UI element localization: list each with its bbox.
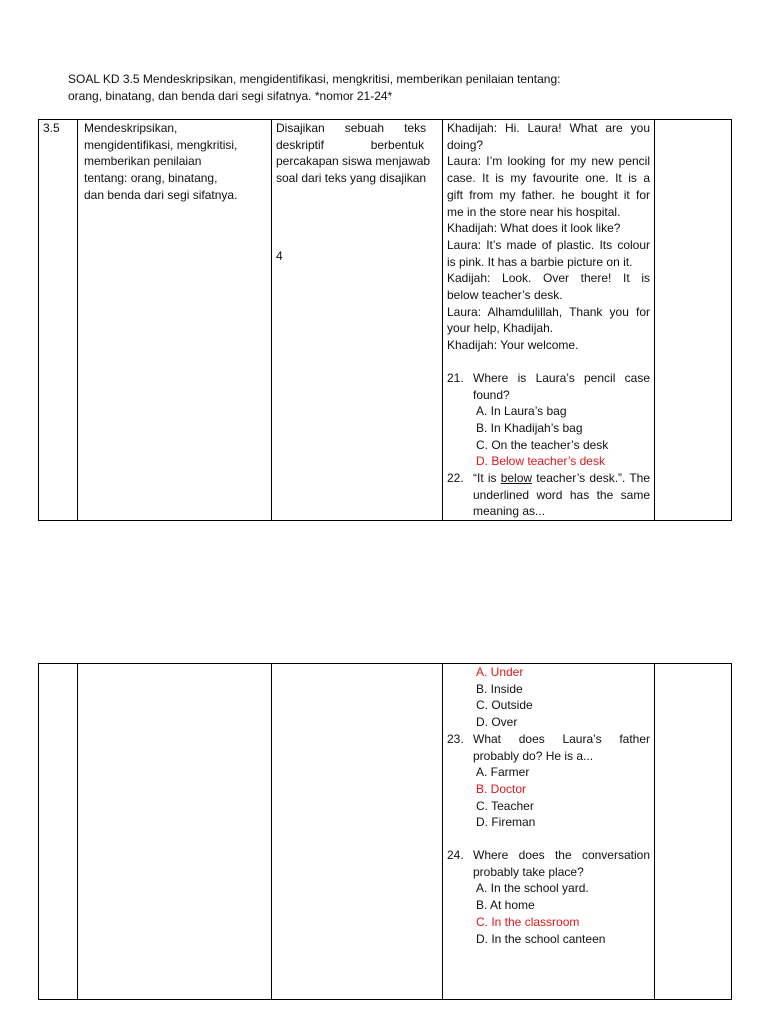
option: C. On the teacher’s desk xyxy=(476,437,609,452)
document-header xyxy=(68,71,708,104)
dialogue-line: Laura: I’m looking for my new pencil xyxy=(447,154,650,169)
indicator-cell xyxy=(78,120,272,521)
question-text: meaning as... xyxy=(473,504,546,519)
question-text: Where does the conversation xyxy=(473,848,650,863)
question-21 xyxy=(447,370,650,403)
table-row xyxy=(39,664,732,1000)
option: D. Over xyxy=(476,715,518,730)
dialogue-line: doing? xyxy=(447,137,484,152)
question-24 xyxy=(447,847,650,880)
indicator-line: mengidentifikasi, mengkritisi, xyxy=(84,137,238,152)
presentation-line: Disajikan sebuah teks xyxy=(276,121,427,135)
table-row xyxy=(39,120,732,521)
indicator-line: Mendeskripsikan, xyxy=(84,121,178,135)
option: C. Outside xyxy=(476,698,533,713)
dialogue-line: Khadijah: Your welcome. xyxy=(447,338,579,353)
kd-table-part-1 xyxy=(38,119,732,521)
empty-cell xyxy=(78,664,272,1000)
empty-cell xyxy=(655,120,732,521)
dialogue-line: Khadijah: Hi. Laura! What are you xyxy=(447,121,650,135)
option: B. In Khadijah’s bag xyxy=(476,420,583,435)
kd-number: 3.5 xyxy=(43,121,60,135)
option: D. In the school canteen xyxy=(476,931,606,946)
correct-option: A. Under xyxy=(476,665,524,679)
question-text: probably take place? xyxy=(473,864,584,879)
indicator-line: dan benda dari segi sifatnya. xyxy=(84,187,238,202)
dialogue-line: your help, Khadijah. xyxy=(447,321,554,336)
presentation-line: percakapan siswa menjawab xyxy=(276,154,431,169)
question-text: Where is Laura’s pencil case xyxy=(473,370,650,385)
empty-cell xyxy=(655,664,732,1000)
indicator-line: tentang: orang, binatang, xyxy=(84,171,218,186)
question-22 xyxy=(447,470,650,520)
presentation-line: soal dari teks yang disajikan xyxy=(276,171,427,186)
kd-number-cell xyxy=(39,120,78,521)
presentation-line: deskriptif berbentuk xyxy=(276,137,425,152)
question-number: 21. xyxy=(447,370,464,385)
indicator-line: memberikan penilaian xyxy=(84,154,202,169)
question-cell xyxy=(443,120,655,521)
dialogue-line: gift from my father. he bought it for xyxy=(447,187,650,202)
correct-option: B. Doctor xyxy=(476,781,527,796)
dialogue-line: below teacher’s desk. xyxy=(447,288,563,303)
dialogue-line: is pink. It has a barbie picture on it. xyxy=(447,254,633,269)
option: D. Fireman xyxy=(476,815,536,830)
option: C. Teacher xyxy=(476,798,534,813)
header-line-2: orang, binatang, dan benda dari segi sifatnya. *nomor 21-24* xyxy=(68,88,393,103)
dialogue-line: case. It is my favourite one. It is a xyxy=(447,171,650,186)
option: A. Farmer xyxy=(476,765,530,780)
question-23 xyxy=(447,731,650,764)
option: A. In Laura’s bag xyxy=(476,404,567,419)
header-line-1: SOAL KD 3.5 Mendeskripsikan, mengidentifikasi, mengkritisi, memberikan penilaian tentang: xyxy=(68,72,561,86)
underlined-word: below xyxy=(500,471,533,486)
dialogue-line: Laura: It’s made of plastic. Its colour xyxy=(447,237,650,252)
question-text: “It is below teacher’s desk.”. The xyxy=(473,471,650,486)
question-number: 23. xyxy=(447,731,464,746)
question-count: 4 xyxy=(276,248,283,263)
question-text: probably do? He is a... xyxy=(473,748,594,763)
dialogue-line: Khadijah: What does it look like? xyxy=(447,221,621,236)
correct-option: D. Below teacher’s desk xyxy=(476,454,605,469)
correct-option: C. In the classroom xyxy=(476,914,580,929)
dialogue-line: Kadijah: Look. Over there! It is xyxy=(447,271,650,286)
option: A. In the school yard. xyxy=(476,881,589,896)
empty-cell xyxy=(39,664,78,1000)
kd-table-part-2 xyxy=(38,663,732,1000)
question-number: 24. xyxy=(447,848,464,863)
presentation-cell xyxy=(272,120,443,521)
dialogue-line: me in the store near his hospital. xyxy=(447,204,621,219)
option: B. At home xyxy=(476,898,535,913)
question-number: 22. xyxy=(447,471,464,486)
question-text: found? xyxy=(473,387,510,402)
question-cell xyxy=(443,664,655,1000)
question-text: underlined word has the same xyxy=(473,487,650,502)
empty-cell xyxy=(272,664,443,1000)
option: B. Inside xyxy=(476,681,523,696)
dialogue-line: Laura: Alhamdulillah, Thank you for xyxy=(447,304,650,319)
question-text: What does Laura’s father xyxy=(473,731,650,746)
